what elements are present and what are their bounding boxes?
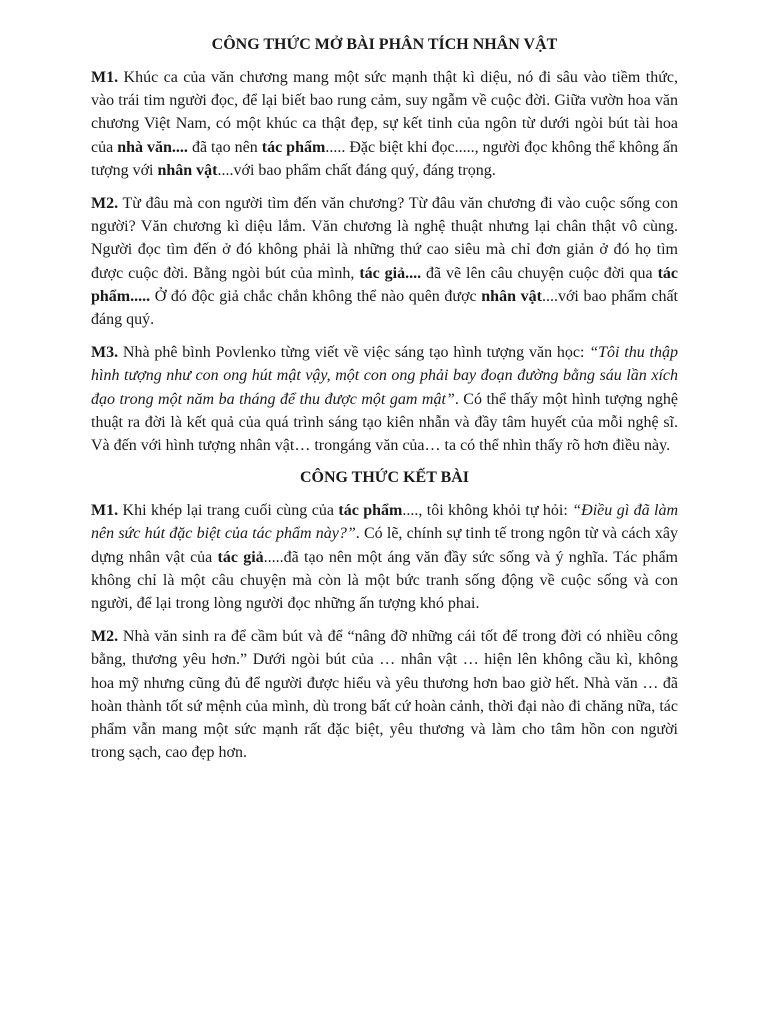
paragraph-text: Ở đó độc giả chắc chắn không thể nào quên được — [150, 287, 482, 305]
document-page — [91, 34, 678, 774]
opening-paragraph-m3 — [91, 341, 678, 457]
paragraph-text: Từ đâu mà con người tìm đến văn chương? Từ đâu văn chương đi vào cuộc sống con người? Văn chương kì diệu lắm. Văn chương là nghệ thuật nhưng lại chân thật vô cùng. Người đọc tìm đến ở đó không phải là những thứ cao siêu mà chỉ đơn giản ở đó họ tìm được cuộc đời. Bằng ngòi bút của mình, — [91, 195, 678, 282]
paragraph-label: M1. — [91, 69, 119, 86]
paragraph-text: Khi khép lại trang cuối cùng của — [118, 502, 339, 520]
paragraph-label: M2. — [91, 628, 119, 646]
paragraph-text: ....với bao phẩm chất đáng quý, đáng trọng. — [217, 161, 496, 179]
emphasis-text: nhân vật — [481, 287, 542, 305]
paragraph-text: Khúc ca của văn chương mang một sức mạnh thật kì diệu, nó đi sâu vào tiềm thức, vào trái tim người đọc, để lại biết bao rung cảm, suy ngẫm về cuộc đời. Giữa vườn hoa văn chương Việt Nam, có một khúc ca thật đẹp, sự kết tinh của ngôn từ dưới ngòi bút tài hoa của — [91, 69, 678, 156]
paragraph-text: Nhà phê bình Povlenko từng viết về việc sáng tạo hình tượng văn học: — [118, 344, 590, 362]
paragraph-text: ..... Đặc biệt khi đọc....., người đọc không thể không ấn tượng với — [91, 138, 679, 179]
closing-paragraph-m2 — [91, 625, 678, 764]
paragraph-text: đã vẽ lên câu chuyện cuộc đời qua — [421, 264, 658, 282]
emphasis-text: tác giả — [217, 548, 264, 566]
emphasis-text: tác phẩm — [261, 138, 326, 156]
paragraph-text: .....đã tạo nên một áng văn đầy sức sống và ý nghĩa. Tác phẩm không chỉ là một câu chuyện mà còn là một bức tranh sống động về cuộc sống và con người, để lại trong lòng người đọc những ấn tượng khó phai. — [91, 548, 678, 613]
emphasis-text: tác phẩm..... — [91, 264, 679, 305]
opening-paragraph-m1 — [91, 66, 678, 182]
paragraph-text: ...., tôi không khỏi tự hỏi: — [402, 502, 573, 520]
paragraph-label: M1. — [91, 502, 119, 520]
heading-closing-formulas: CÔNG THỨC KẾT BÀI — [299, 469, 470, 487]
emphasis-text: tác phẩm — [338, 502, 403, 520]
paragraph-text: Nhà văn sinh ra để cầm bút và để “nâng đỡ những cái tốt để trong đời có nhiều công bằng, thương yêu hơn.” Dưới ngòi bút của … nhân vật … hiện lên không cầu kì, không hoa mỹ nhưng cũng đủ để người được hiểu và yêu thương hơn bao giờ hết. Nhà văn … đã hoàn thành tốt sứ mệnh của mình, dù trong bất cứ hoàn cảnh, thời đại nào đi chăng nữa, tác phẩm vẫn mang một sức mạnh rất đặc biệt, yêu thương và làm cho tâm hồn con người trong sạch, cao đẹp hơn. — [91, 628, 678, 762]
emphasis-text: tác giả.... — [359, 264, 422, 282]
emphasis-text: nhân vật — [157, 161, 218, 179]
paragraph-text: . Có thể thấy một hình tượng nghệ thuật ra đời là kết quả của quá trình sáng tạo kiên nhẫn và đầy tâm huyết của mỗi nghệ sĩ. Và đến với hình tượng nhân vật… trongáng văn của… ta có thể nhìn thấy rõ hơn điều này. — [91, 390, 679, 455]
emphasis-text: nhà văn.... — [117, 138, 188, 156]
paragraph-text: . Có lẽ, chính sự tinh tế trong ngôn từ và cách xây dựng nhân vật của — [91, 525, 679, 566]
quote-text: “Tôi thu thập hình tượng như con ong hút mật vậy, một con ong phải bay đoạn đường bằng sáu lần xích đạo trong một năm ba tháng để thu được một gam mật” — [91, 344, 678, 408]
paragraph-text: ....với bao phẩm chất đáng quý. — [91, 287, 679, 329]
heading-opening-formulas: CÔNG THỨC MỞ BÀI PHÂN TÍCH NHÂN VẬT — [211, 36, 558, 53]
closing-paragraph-m1 — [91, 499, 678, 615]
paragraph-label: M2. — [91, 195, 119, 213]
paragraph-label: M3. — [91, 344, 119, 362]
quote-text: “Điều gì đã làm nên sức hút đặc biệt của tác phẩm này?” — [91, 502, 678, 543]
opening-paragraph-m2 — [91, 192, 678, 331]
paragraph-text: đã tạo nên — [187, 138, 262, 156]
